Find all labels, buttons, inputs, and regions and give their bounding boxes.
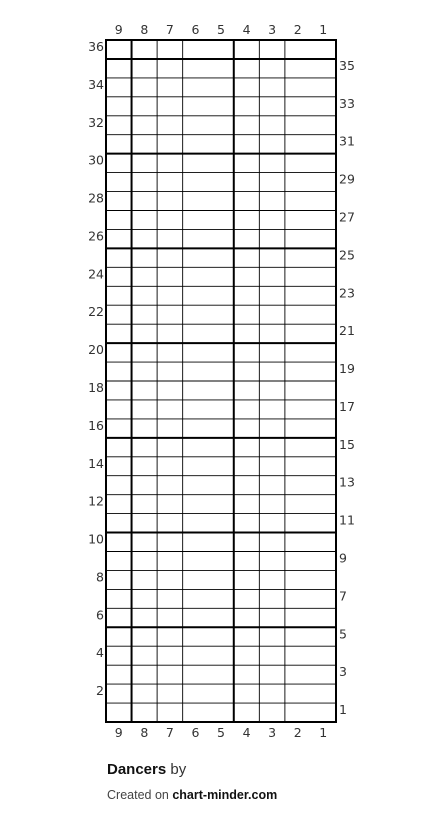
row-label-right: 9 <box>339 550 347 566</box>
row-label-right: 15 <box>339 436 355 452</box>
row-label-left: 16 <box>88 417 104 433</box>
row-label-right: 17 <box>339 398 355 414</box>
column-label-bottom: 5 <box>217 725 225 740</box>
row-label-right: 35 <box>339 57 355 73</box>
row-label-left: 24 <box>88 266 104 282</box>
column-label-top: 1 <box>319 22 328 37</box>
column-label-bottom: 9 <box>114 725 123 740</box>
row-label-right: 13 <box>339 474 355 490</box>
column-label-bottom: 3 <box>268 725 277 740</box>
column-label-bottom: 8 <box>140 725 149 740</box>
column-label-bottom: 1 <box>319 725 328 740</box>
row-label-right: 19 <box>339 361 355 377</box>
chart-grid <box>106 40 336 722</box>
row-label-right: 33 <box>339 95 355 111</box>
row-label-right: 31 <box>339 133 355 149</box>
row-label-left: 4 <box>96 645 104 661</box>
pattern-title <box>107 761 186 779</box>
row-label-right: 7 <box>339 588 347 604</box>
row-label-left: 32 <box>88 114 104 130</box>
column-label-top: 3 <box>268 22 277 37</box>
row-label-right: 1 <box>339 702 347 718</box>
column-label-top: 2 <box>293 22 302 37</box>
row-label-right: 27 <box>339 209 355 225</box>
row-label-left: 36 <box>88 38 104 54</box>
pattern-by-text: by <box>170 761 187 778</box>
row-label-left: 26 <box>88 228 104 244</box>
column-label-top: 4 <box>242 22 251 37</box>
row-label-left: 8 <box>96 569 104 585</box>
row-label-right: 23 <box>339 285 355 301</box>
row-label-left: 34 <box>88 76 104 92</box>
row-label-left: 20 <box>88 342 104 358</box>
row-label-left: 2 <box>96 683 104 699</box>
row-label-right: 21 <box>339 323 355 339</box>
row-label-left: 12 <box>88 493 104 509</box>
row-label-right: 29 <box>339 171 355 187</box>
row-label-right: 3 <box>339 664 347 680</box>
row-label-left: 14 <box>88 455 104 471</box>
column-label-bottom: 4 <box>242 725 251 740</box>
row-label-right: 5 <box>339 626 347 642</box>
pattern-name: Dancers <box>107 761 167 778</box>
column-label-bottom: 2 <box>293 725 302 740</box>
column-label-bottom: 6 <box>191 725 200 740</box>
row-label-right: 25 <box>339 247 355 263</box>
column-label-top: 5 <box>217 22 225 37</box>
row-label-left: 28 <box>88 190 104 206</box>
row-label-left: 30 <box>88 152 104 168</box>
row-label-right: 11 <box>339 512 355 528</box>
column-label-top: 8 <box>140 22 149 37</box>
column-label-top: 7 <box>165 22 174 37</box>
created-on-text: Created on <box>107 788 169 802</box>
row-label-left: 18 <box>88 379 104 395</box>
site-name-link[interactable]: chart-minder.com <box>172 788 278 802</box>
row-label-left: 6 <box>96 607 104 623</box>
column-label-top: 9 <box>114 22 123 37</box>
column-label-top: 6 <box>191 22 200 37</box>
row-label-left: 10 <box>88 531 104 547</box>
created-on-credit <box>107 787 277 803</box>
column-label-bottom: 7 <box>165 725 174 740</box>
row-label-left: 22 <box>88 304 104 320</box>
